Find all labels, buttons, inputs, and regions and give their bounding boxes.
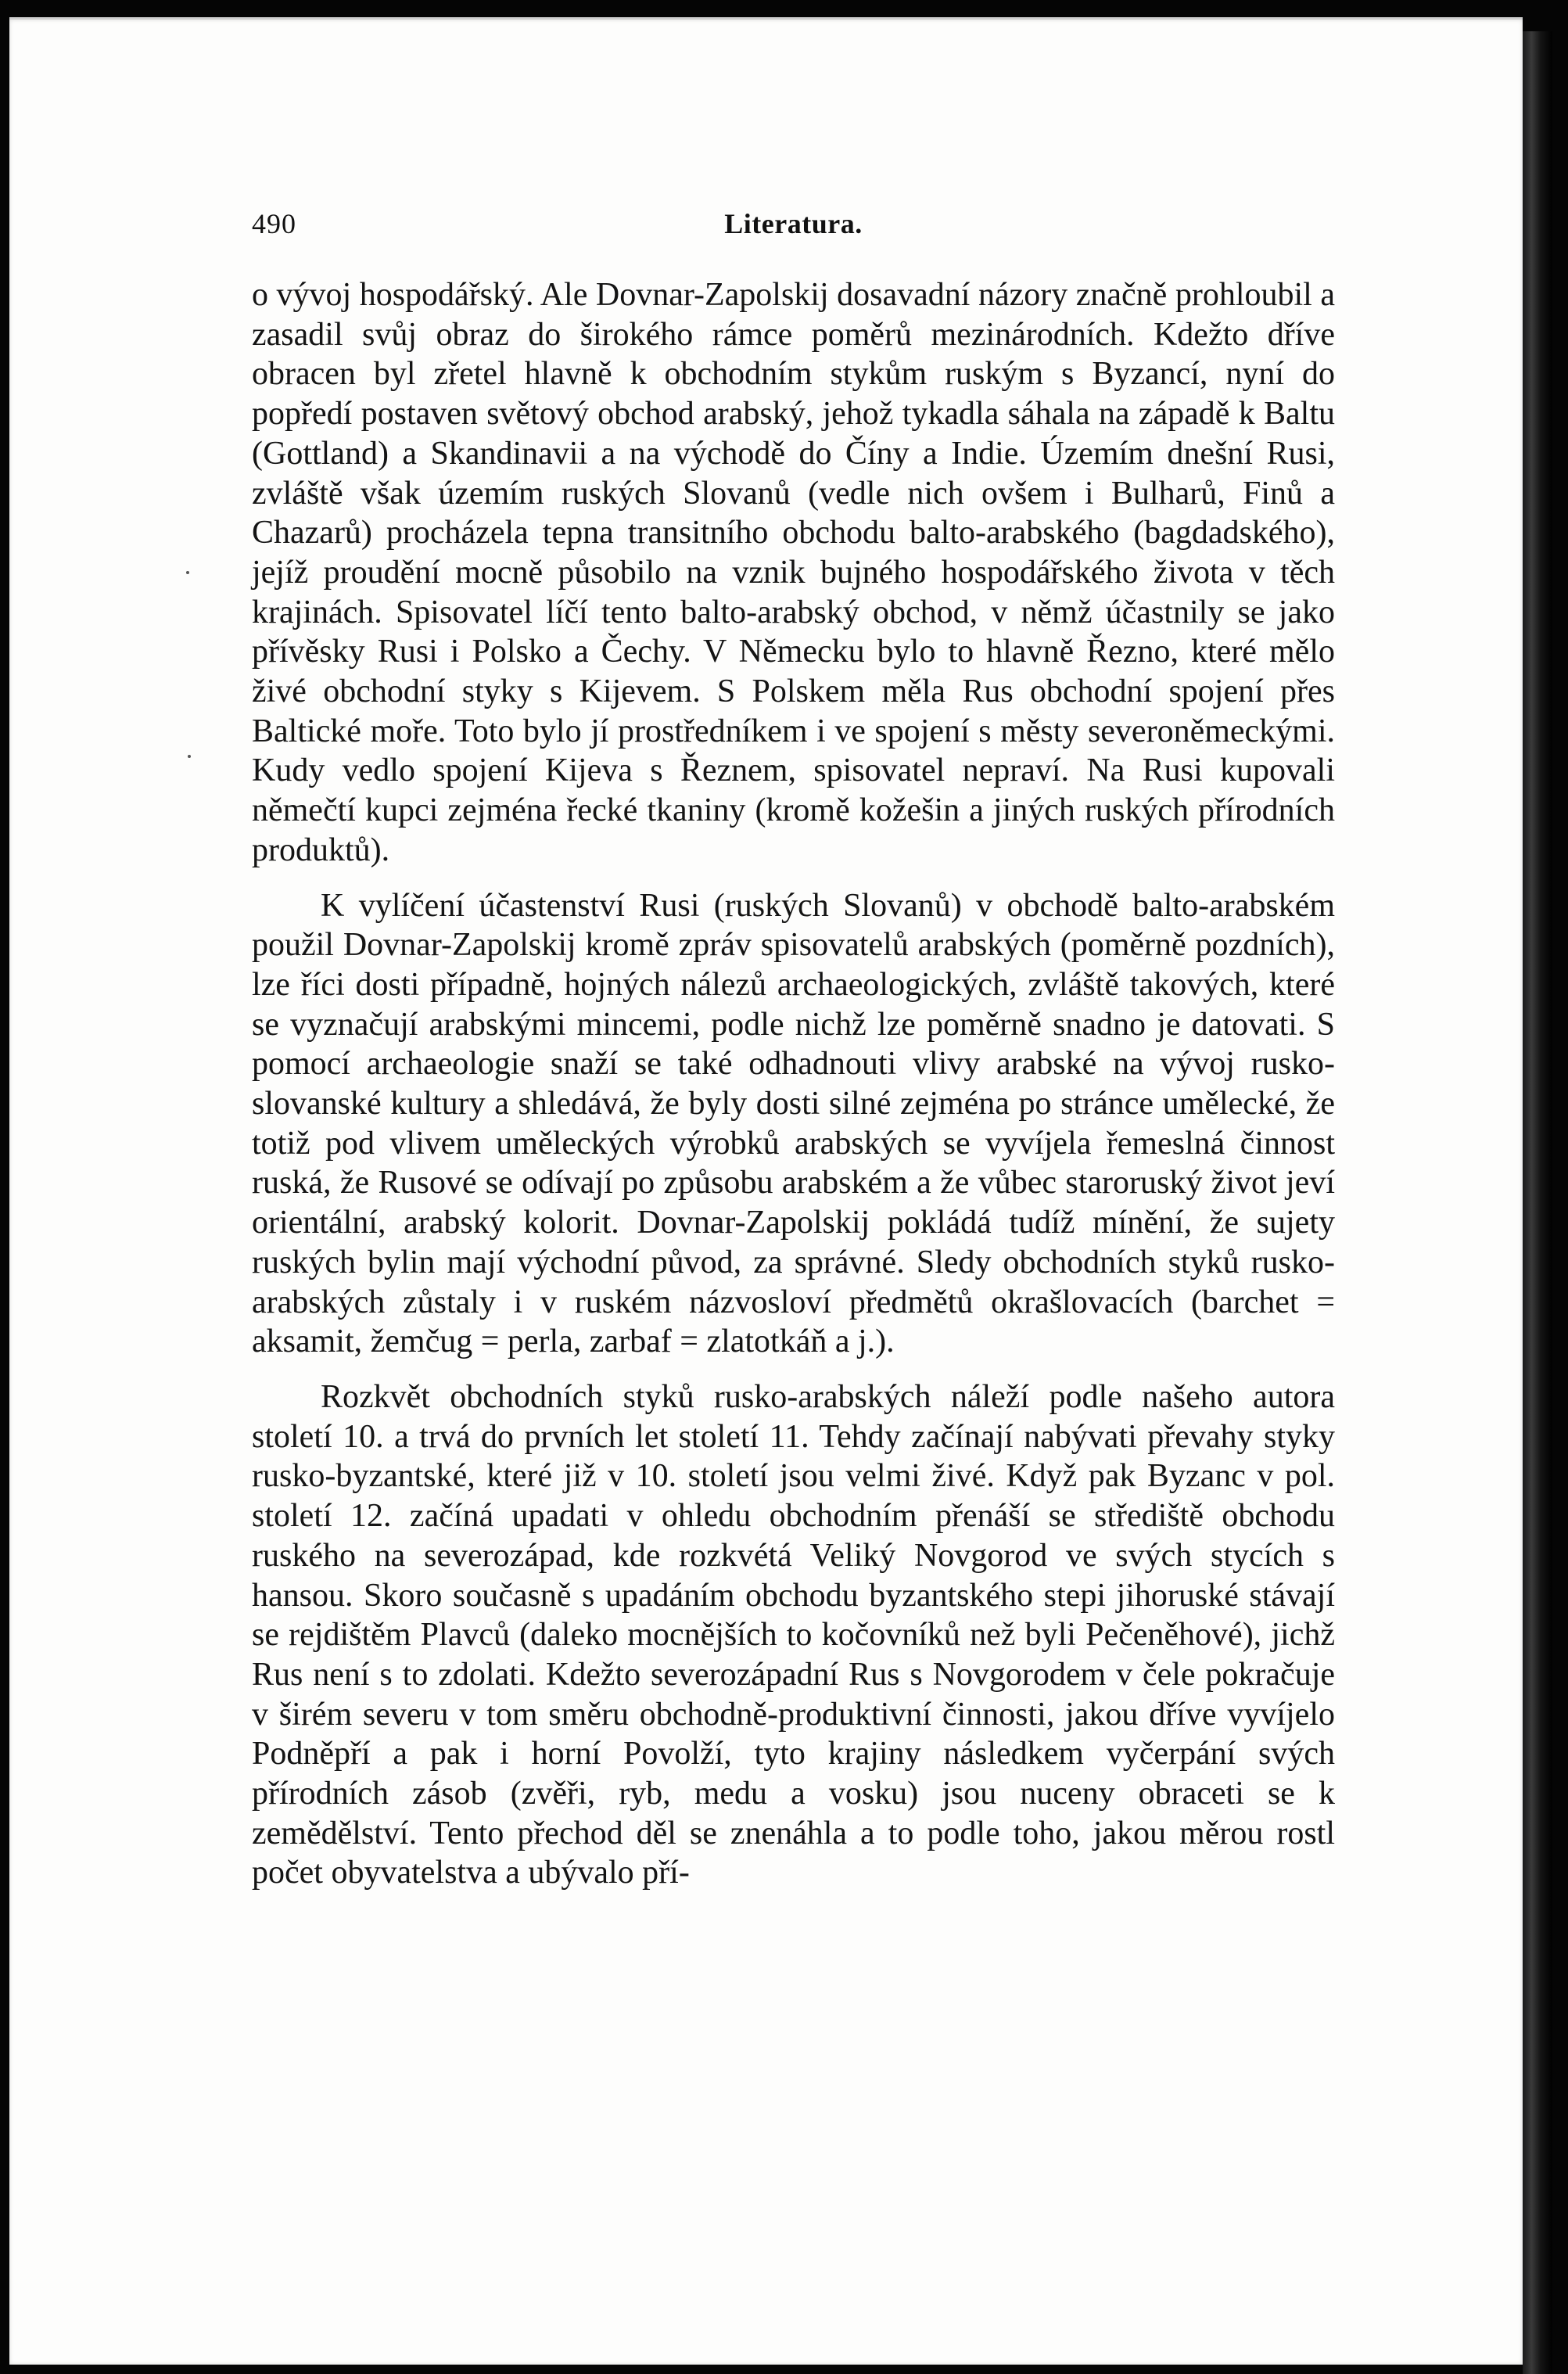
scan-speck (188, 755, 191, 758)
paragraph-3: Rozkvět obchodních styků rusko-arabských náleží podle našeho autora století 10. a trvá do prvních let století 11. Tehdy začínají nabývati převahy styky rusko-byzantské, které již v 10. století jsou velmi živé. Když pak Byzanc v pol. století 12. začíná upadati v ohledu obchodním přenáší se střediště obchodu ruského na severozápad, kde rozkvétá Veliký Novgorod ve svých stycích s hansou. Skoro současně s upadáním obchodu byzantského stepi jihoruské stávají se rejdištěm Plavců (daleko mocnějších to kočovníků než byli Pečeněhové), jichž Rus není s to zdolati. Kdežto severozápadní Rus s Novgorodem v čele pokračuje v širém severu v tom směru obchodně-produktivní činnosti, jakou dříve vyvíjelo Podněpří a pak i horní Povolží, tyto krajiny následkem vyčerpání svých přírodních zásob (zvěři, ryb, medu a vosku) jsou nuceny obraceti se k zemědělství. Tento přechod děl se znenáhla a to podle toho, jakou měrou rostl počet obyvatelstva a ubývalo pří- (252, 1378, 1335, 1891)
page-number: 490 (252, 208, 296, 239)
scan-speck (186, 571, 189, 574)
paragraph-2: K vylíčení účastenství Rusi (ruských Slovanů) v obchodě balto-arabském použil Dovnar-Zapolskij kromě zpráv spisovatelů arabských (poměrně pozdních), lze říci dosti případně, hojných nálezů archaeologických, zvláště takových, které se vyznačují arabskými mincemi, podle nichž lze poměrně snadno je datovati. S pomocí archaeologie snaží se také odhadnouti vlivy arabské na vývoj rusko-slovanské kultury a shledává, že byly dosti silné zejména po stránce umělecké, že totiž pod vlivem uměleckých výrobků arabských se vyvíjela řemeslná činnost ruská, že Rusové se odívají po způsobu arabském a že vůbec staroruský život jeví orientální, arabský kolorit. Dovnar-Zapolskij pokládá tudíž mínění, že sujety ruských bylin mají východní původ, za správné. Sledy obchodních styků rusko-arabských zůstaly i v ruském názvosloví předmětů okrašlovacích (barchet = aksamit, žemčug = perla, zarbaf = zlatotkáň a j.). (252, 887, 1335, 1360)
book-edge-shadow (1523, 31, 1552, 2374)
page-header (252, 207, 1335, 254)
running-title: Literatura. (724, 208, 863, 239)
paragraph-1: o vývoj hospodářský. Ale Dovnar-Zapolskij dosavadní názory značně prohloubil a zasadil svůj obraz do širokého rámce poměrů mezinárodních. Kdežto dříve obracen byl zřetel hlavně k obchodním stykům ruským s Byzancí, nyní do popředí postaven světový obchod arabský, jehož tykadla sáhala na západě k Baltu (Gottland) a Skandinavii a na východě do Číny a Indie. Územím dnešní Rusi, zvláště však územím ruských Slovanů (vedle nich ovšem i Bulharů, Finů a Chazarů) procházela tepna transitního obchodu balto-arabského (bagdadského), jejíž proudění mocně působilo na vznik bujného hospodářského života v těch krajinách. Spisovatel líčí tento balto-arabský obchod, v němž účastnily se jako přívěsky Rusi i Polsko a Čechy. V Německu bylo to hlavně Řezno, které mělo živé obchodní styky s Kijevem. S Polskem měla Rus obchodní spojení přes Baltické moře. Toto bylo jí prostředníkem i ve spojení s městy severoněmeckými. Kudy vedlo spojení Kijeva s Řeznem, spisovatel nepraví. Na Rusi kupovali němečtí kupci zejména řecké tkaniny (kromě kožešin a jiných ruských přírodních produktů). (252, 277, 1335, 868)
body-text (252, 275, 1335, 1909)
